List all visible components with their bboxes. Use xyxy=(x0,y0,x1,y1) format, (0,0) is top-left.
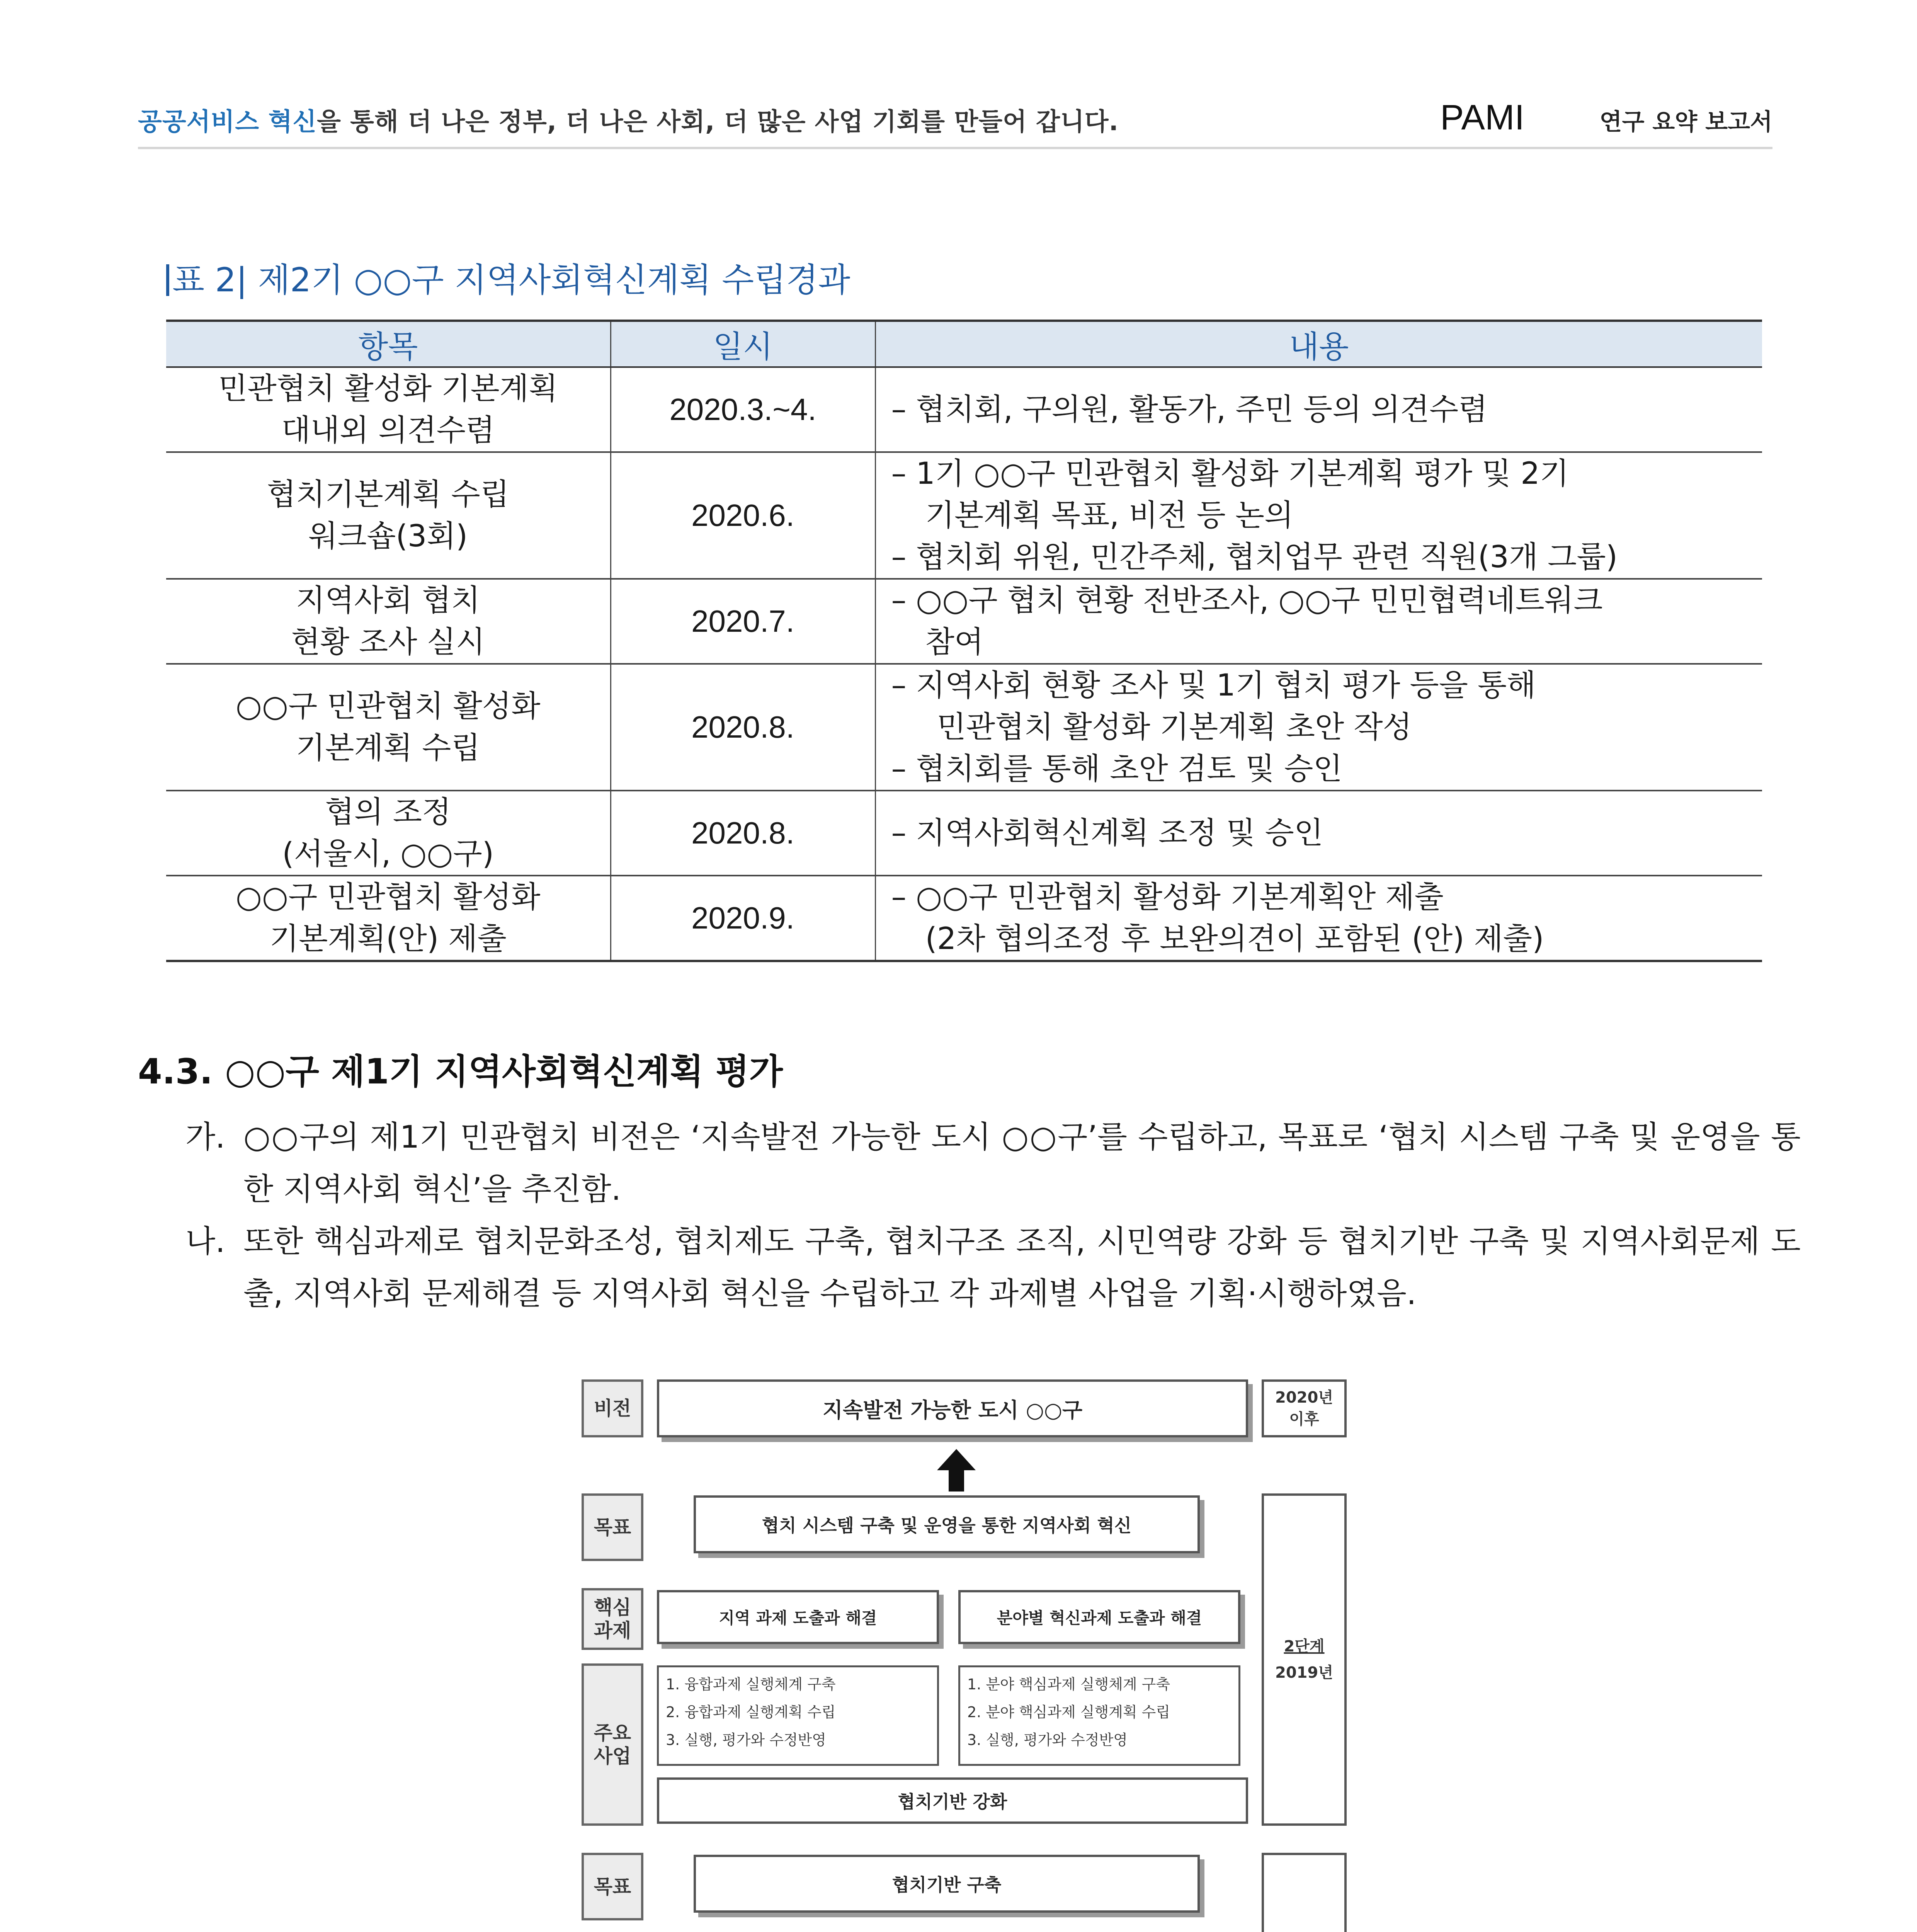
label-goal-stage1: 목표 xyxy=(582,1853,643,1920)
cell-date: 2020.8. xyxy=(611,664,875,791)
table-row xyxy=(166,367,1762,452)
label-core-stage2: 핵심 과제 xyxy=(582,1588,643,1650)
slogan-rest: 을 통해 더 나은 정부, 더 나은 사회, 더 많은 사업 기회를 만들어 갑니다. xyxy=(317,108,1119,136)
table-row xyxy=(166,791,1762,876)
stage2-period: 2단계 2019년 xyxy=(1262,1493,1347,1826)
stage2-task-2: 분야별 혁신과제 도출과 해결 xyxy=(958,1590,1240,1644)
paragraph-text: 또한 핵심과제로 협치문화조성, 협치제도 구축, 협치구조 조직, 시민역량 강화 등 협치기반 구축 및 지역사회문제 도출, 지역사회 문제해결 등 지역사회 혁신을 수립하고 각 과제별 사업을 기획·시행하였음. xyxy=(243,1223,1801,1311)
label-goal-stage2: 목표 xyxy=(582,1493,643,1561)
list-item: 3. 실행, 평가와 수정반영 xyxy=(666,1731,826,1748)
table-row xyxy=(166,876,1762,961)
col-header-item: 항목 xyxy=(166,321,611,367)
header-doc-type: 연구 요약 보고서 xyxy=(1599,109,1772,136)
cell-item: 지역사회 협치 현황 조사 실시 xyxy=(166,579,611,664)
col-header-content: 내용 xyxy=(875,321,1762,367)
section-title: 4.3. ○○구 제1기 지역사회혁신계획 평가 xyxy=(138,1051,783,1092)
table-row xyxy=(166,664,1762,791)
table-row xyxy=(166,452,1762,579)
page-header xyxy=(138,97,1772,140)
cell-date: 2020.7. xyxy=(611,579,875,664)
cell-content: – 1기 ○○구 민관협치 활성화 기본계획 평가 및 2기 기본계획 목표, 비전 등 논의 – 협치회 위원, 민간주체, 협치업무 관련 직원(3개 그룹) xyxy=(875,452,1762,579)
cell-content: – ○○구 협치 현황 전반조사, ○○구 민민협력네트워크 참여 xyxy=(875,579,1762,664)
table-row xyxy=(166,579,1762,664)
progress-table xyxy=(166,320,1762,962)
cell-date: 2020.9. xyxy=(611,876,875,961)
vision-period: 2020년 이후 xyxy=(1262,1379,1347,1437)
stage2-foundation-box: 협치기반 강화 xyxy=(657,1777,1248,1824)
stage1-goal-box: 협치기반 구축 xyxy=(694,1855,1200,1913)
cell-item: ○○구 민관협치 활성화 기본계획(안) 제출 xyxy=(166,876,611,961)
stage2-projects-left xyxy=(657,1665,939,1766)
cell-date: 2020.6. xyxy=(611,452,875,579)
header-divider xyxy=(138,147,1772,149)
cell-item: ○○구 민관협치 활성화 기본계획 수립 xyxy=(166,664,611,791)
cell-item: 민관협치 활성화 기본계획 대내외 의견수렴 xyxy=(166,367,611,452)
list-item: 1. 분야 핵심과제 실행체계 구축 xyxy=(967,1676,1170,1693)
header-slogan xyxy=(138,102,1119,138)
cell-content: – 협치회, 구의원, 활동가, 주민 등의 의견수렴 xyxy=(875,367,1762,452)
cell-content: – 지역사회혁신계획 조정 및 승인 xyxy=(875,791,1762,876)
cell-content: – ○○구 민관협치 활성화 기본계획안 제출 (2차 협의조정 후 보완의견이 포함된 (안) 제출) xyxy=(875,876,1762,961)
list-item: 3. 실행, 평가와 수정반영 xyxy=(967,1731,1128,1748)
stage1-period xyxy=(1262,1853,1347,1932)
table-caption: 표 2| 제2기 ○○구 지역사회혁신계획 수립경과 xyxy=(166,253,850,301)
stage2-goal-box: 협치 시스템 구축 및 운영을 통한 지역사회 혁신 xyxy=(694,1495,1200,1553)
list-item: 2. 분야 핵심과제 실행계획 수립 xyxy=(967,1704,1170,1721)
paragraph-ga xyxy=(185,1111,1801,1215)
cell-content: – 지역사회 현황 조사 및 1기 협치 평가 등을 통해 민관협치 활성화 기본계획 초안 작성 – 협치회를 통해 초안 검토 및 승인 xyxy=(875,664,1762,791)
up-arrow-icon xyxy=(937,1449,976,1492)
cell-date: 2020.3.~4. xyxy=(611,367,875,452)
vision-goal-diagram xyxy=(582,1379,1347,1932)
cell-date: 2020.8. xyxy=(611,791,875,876)
stage2-projects-right xyxy=(958,1665,1240,1766)
paragraph-marker: 가. xyxy=(185,1119,225,1155)
cell-item: 협치기본계획 수립 워크숍(3회) xyxy=(166,452,611,579)
slogan-highlight: 공공서비스 혁신 xyxy=(138,108,317,136)
paragraph-text: ○○구의 제1기 민관협치 비전은 ‘지속발전 가능한 도시 ○○구’를 수립하고, 목표로 ‘협치 시스템 구축 및 운영을 통한 지역사회 혁신’을 추진함. xyxy=(243,1119,1801,1207)
cell-item: 협의 조정 (서울시, ○○구) xyxy=(166,791,611,876)
stage2-task-1: 지역 과제 도출과 해결 xyxy=(657,1590,939,1644)
list-item: 2. 융합과제 실행계획 수립 xyxy=(666,1704,836,1721)
paragraph-marker: 나. xyxy=(185,1223,225,1259)
caption-bar xyxy=(166,264,169,296)
label-projects-stage2: 주요 사업 xyxy=(582,1663,643,1826)
header-brand: PAMI xyxy=(1440,98,1525,137)
vision-box: 지속발전 가능한 도시 ○○구 xyxy=(657,1379,1248,1437)
label-vision: 비전 xyxy=(582,1379,643,1437)
paragraph-na xyxy=(185,1215,1801,1320)
list-item: 1. 융합과제 실행체계 구축 xyxy=(666,1676,836,1693)
col-header-date: 일시 xyxy=(611,321,875,367)
